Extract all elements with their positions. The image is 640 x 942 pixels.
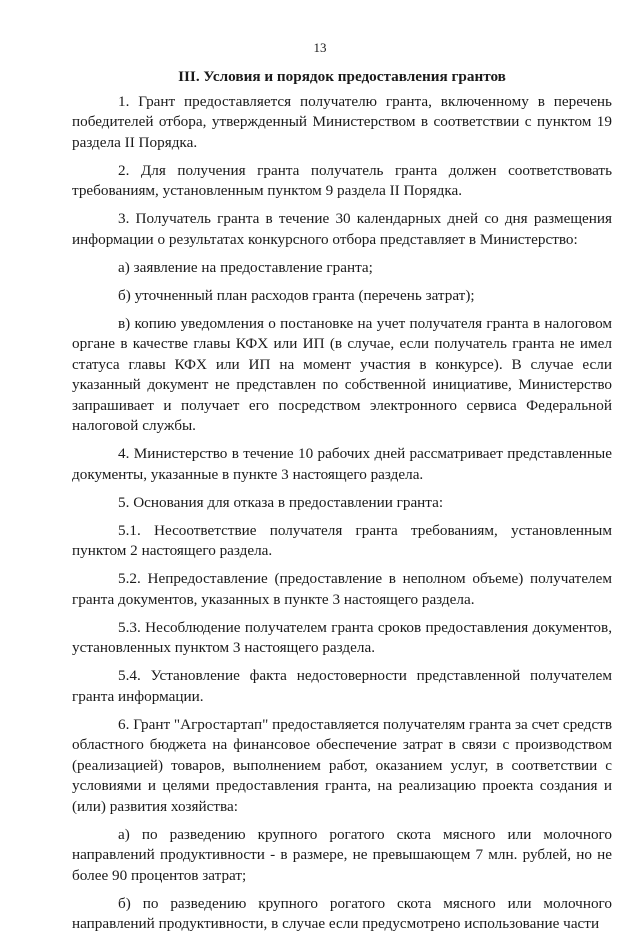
paragraph-6a: а) по разведению крупного рогатого скота мясного или молочного направлений продуктивности - в размере, не превышающем 7 млн. рублей, но не более 90 процентов затрат; (72, 825, 612, 884)
paragraph-5-1: 5.1. Несоответствие получателя гранта требованиям, установленным пунктом 2 настоящего раздела. (72, 521, 612, 559)
paragraph-5-4: 5.4. Установление факта недостоверности представленной получателем гранта информации. (72, 667, 612, 705)
paragraph-3: 3. Получатель гранта в течение 30 календарных дней со дня размещения информации о результатах конкурсного отбора представляет в Министерство: (72, 210, 612, 248)
paragraph-5-2: 5.2. Непредоставление (предоставление в неполном объеме) получателем гранта документов, указанных в пункте 3 настоящего раздела. (72, 570, 612, 608)
paragraph-5-3: 5.3. Несоблюдение получателем гранта сроков предоставления документов, установленных пунктом 3 настоящего раздела. (72, 618, 612, 656)
paragraph-3c: в) копию уведомления о постановке на учет получателя гранта в налоговом органе в качестве главы КФХ или ИП (в случае, если получатель гранта не имел статуса главы КФХ или ИП на момент участия в конкурсе). В случае если указанный документ не представлен по собственной инициативе, Министерство запрашивает и получает его посредством электронного сервиса Федеральной налоговой службы. (72, 314, 612, 434)
paragraph-6b: б) по разведению крупного рогатого скота мясного или молочного направлений продуктивности, в случае если предусмотрено использование части (72, 894, 612, 932)
paragraph-5: 5. Основания для отказа в предоставлении гранта: (118, 493, 444, 511)
paragraph-1: 1. Грант предоставляется получателю гранта, включенному в перечень победителей отбора, утвержденный Министерством в соответствии с пунктом 19 раздела II Порядка. (72, 92, 612, 151)
page-number: 13 (313, 40, 327, 55)
paragraph-6: 6. Грант "Агростартап" предоставляется получателям гранта за счет средств областного бюджета на финансовое обеспечение затрат в связи с производством (реализацией) товаров, выполнением работ, оказанием услуг, в соответствии с условиями и целями предоставления гранта, на реализацию проекта создания и (или) развития хозяйства: (72, 715, 612, 815)
document-body (72, 67, 612, 942)
paragraph-4: 4. Министерство в течение 10 рабочих дней рассматривает представленные документы, указанные в пункте 3 настоящего раздела. (72, 445, 612, 483)
paragraph-3b: б) уточненный план расходов гранта (перечень затрат); (118, 286, 475, 304)
paragraph-2: 2. Для получения гранта получатель гранта должен соответствовать требованиям, установленным пунктом 9 раздела II Порядка. (72, 161, 612, 199)
paragraph-3a: а) заявление на предоставление гранта; (118, 258, 373, 276)
section-heading: III. Условия и порядок предоставления грантов (178, 68, 506, 85)
